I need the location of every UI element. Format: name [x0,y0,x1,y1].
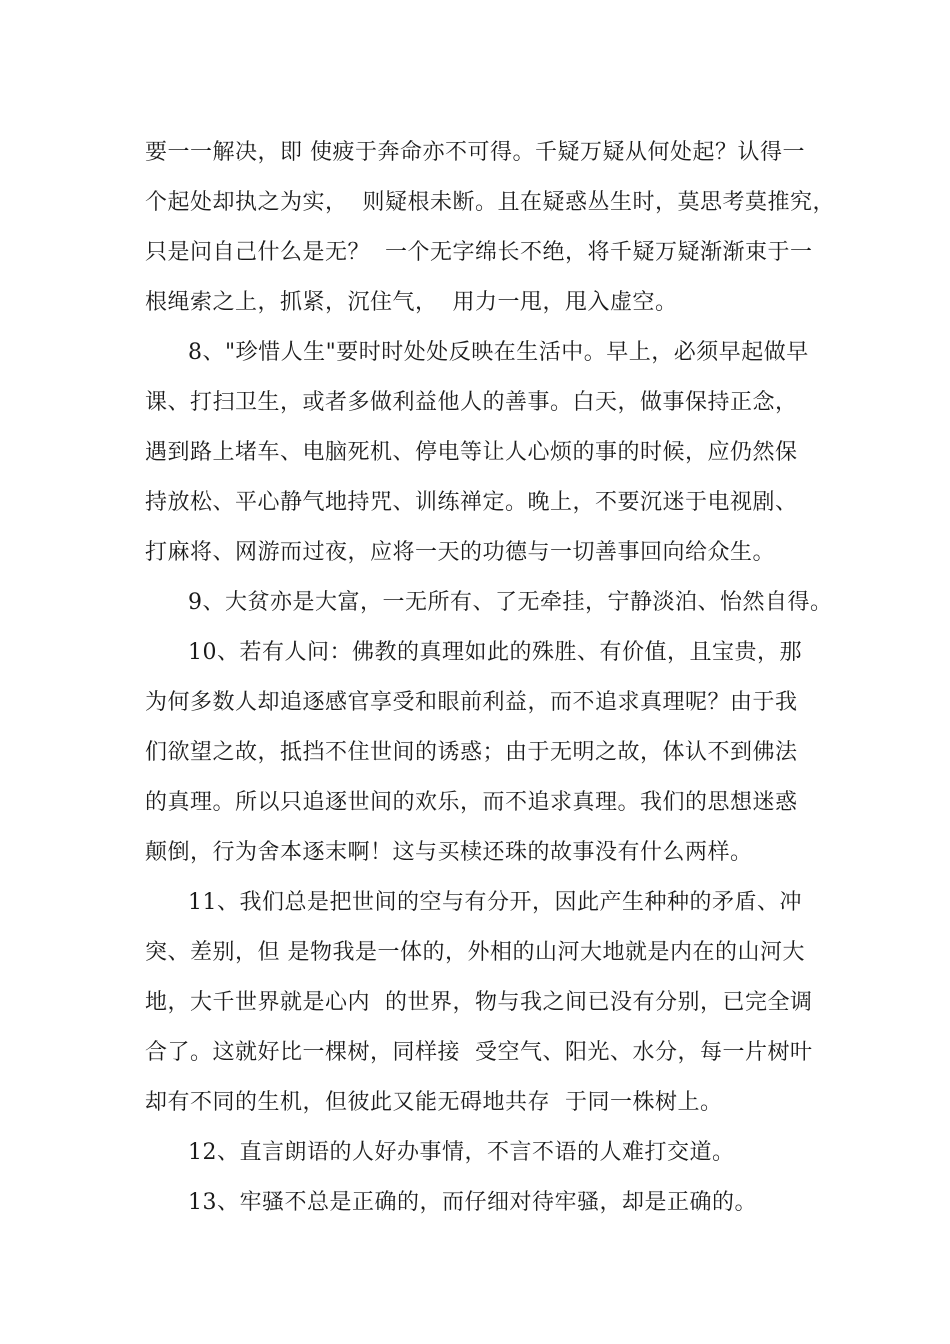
paragraph-9: 9、大贫亦是大富，一无所有、了无牵挂，宁静淡泊、怡然自得。 [188,590,833,615]
paragraph-13: 13、牢骚不总是正确的，而仔细对待牢骚，却是正确的。 [188,1190,757,1215]
text-line: 为何多数人却追逐感官享受和眼前利益，而不追求真理呢？由于我 [145,690,798,715]
paragraph-8-first-line: 8、"珍惜人生"要时时处处反映在生活中。早上，必须早起做早 [188,340,809,365]
text-line: 颠倒，行为舍本逐末啊！这与买椟还珠的故事没有什么两样。 [145,840,753,865]
paragraph-10-first-line: 10、若有人问：佛教的真理如此的殊胜、有价值，且宝贵，那 [188,640,802,665]
text-line: 根绳索之上，抓紧，沉住气， 用力一甩，甩入虚空。 [145,290,678,315]
text-line: 打麻将、网游而过夜，应将一天的功德与一切善事回向给众生。 [145,540,776,565]
text-line: 持放松、平心静气地持咒、训练禅定。晚上，不要沉迷于电视剧、 [145,490,798,515]
paragraph-11-first-line: 11、我们总是把世间的空与有分开，因此产生种种的矛盾、冲 [188,890,802,915]
text-line: 个起处却执之为实， 则疑根未断。且在疑惑丛生时，莫思考莫推究， [145,190,835,215]
text-line: 地，大千世界就是心内 的世界，物与我之间已没有分别，已完全调 [145,990,813,1015]
text-line: 要一一解决，即 使疲于奔命亦不可得。千疑万疑从何处起？认得一 [145,140,805,165]
text-line: 课、打扫卫生，或者多做利益他人的善事。白天，做事保持正念， [145,390,798,415]
paragraph-12: 12、直言朗语的人好办事情，不言不语的人难打交道。 [188,1140,735,1165]
text-line: 们欲望之故，抵挡不住世间的诱惑；由于无明之故，体认不到佛法 [145,740,798,765]
text-line: 只是问自己什么是无？ 一个无字绵长不绝，将千疑万疑渐渐束于一 [145,240,813,265]
text-line: 合了。这就好比一棵树，同样接 受空气、阳光、水分，每一片树叶 [145,1040,813,1065]
text-line: 突、差别，但 是物我是一体的，外相的山河大地就是内在的山河大 [145,940,805,965]
text-line: 却有不同的生机，但彼此又能无碍地共存 于同一株树上。 [145,1090,723,1115]
text-line: 遇到路上堵车、电脑死机、停电等让人心烦的事的时候，应仍然保 [145,440,798,465]
text-line: 的真理。所以只追逐世间的欢乐，而不追求真理。我们的思想迷惑 [145,790,798,815]
